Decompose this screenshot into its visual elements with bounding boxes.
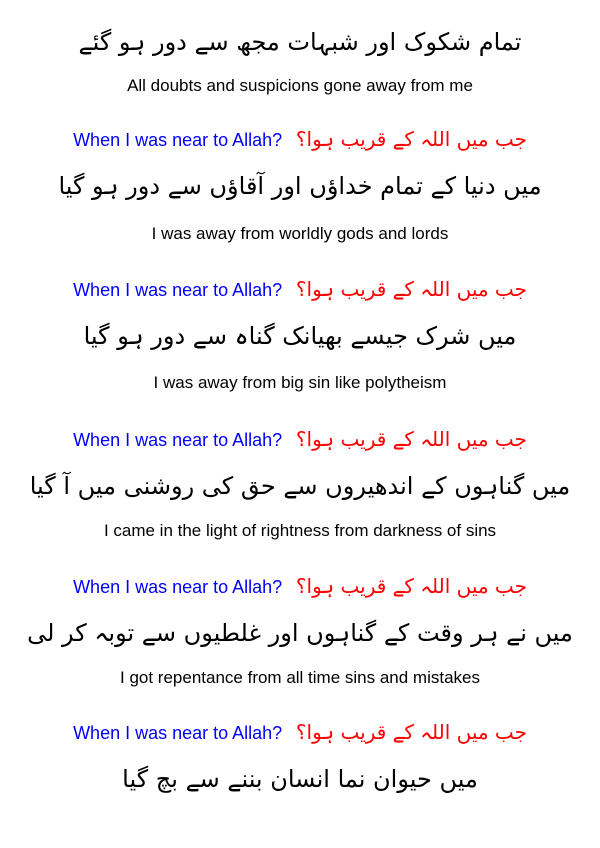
verse-urdu-5: میں حیوان نما انسان بننے سے بچ گیا [122,765,478,793]
verse-urdu-4: میں نے ہر وقت کے گناہوں اور غلطیوں سے توبہ کر لی [27,619,573,647]
verse-english-1: I was away from worldly gods and lords [151,224,449,243]
verse-english-2: I was away from big sin like polytheism [153,373,447,392]
question-urdu: جب میں اللہ کے قریب ہوا؟ [295,277,527,301]
question-english: When I was near to Allah? [73,280,283,300]
intro-english-line: All doubts and suspicions gone away from me [127,76,473,95]
verse-urdu-1: میں دنیا کے تمام خداؤں اور آقاؤں سے دور ہو گیا [58,172,542,200]
intro-urdu-line: تمام شکوک اور شبہات مجھ سے دور ہو گئے [78,28,522,56]
question-line-5 [0,720,600,744]
question-english: When I was near to Allah? [73,723,283,743]
question-english: When I was near to Allah? [73,130,283,150]
question-line-1 [0,127,600,151]
verse-urdu-2: میں شرک جیسے بھیانک گناہ سے دور ہو گیا [83,322,517,350]
question-english: When I was near to Allah? [73,430,283,450]
verse-urdu-3: میں گناہوں کے اندھیروں سے حق کی روشنی میں آ گیا [29,472,571,500]
question-line-2 [0,277,600,301]
question-urdu: جب میں اللہ کے قریب ہوا؟ [295,574,527,598]
question-line-3 [0,427,600,451]
question-line-4 [0,574,600,598]
question-urdu: جب میں اللہ کے قریب ہوا؟ [295,127,527,151]
question-urdu: جب میں اللہ کے قریب ہوا؟ [295,720,527,744]
question-urdu: جب میں اللہ کے قریب ہوا؟ [295,427,527,451]
verse-english-4: I got repentance from all time sins and mistakes [120,668,480,687]
question-english: When I was near to Allah? [73,577,283,597]
verse-english-3: I came in the light of rightness from darkness of sins [103,521,497,540]
